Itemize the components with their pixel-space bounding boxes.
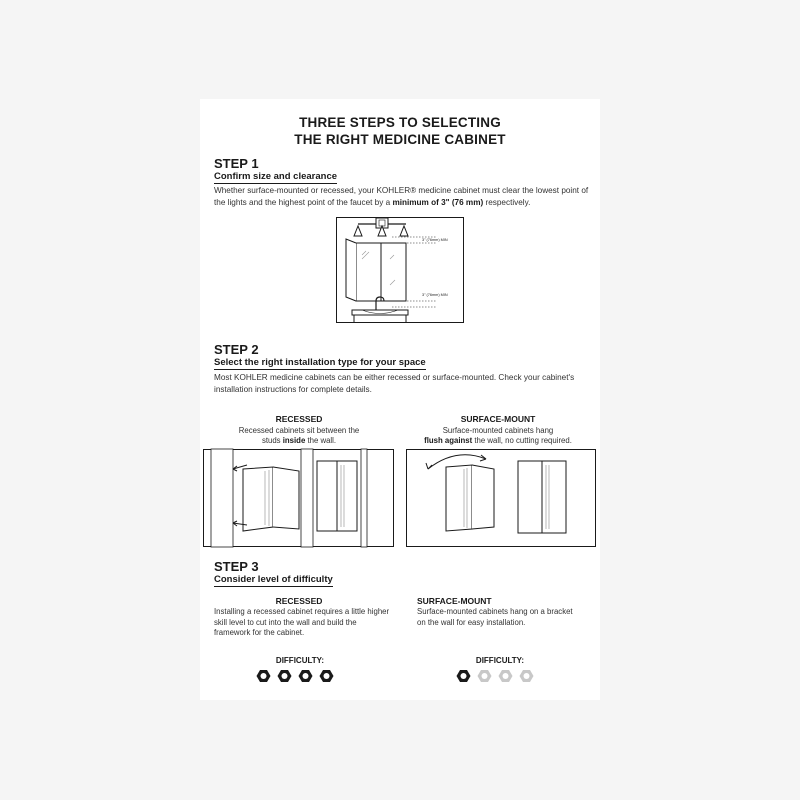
surface-difficulty-label: DIFFICULTY: xyxy=(475,656,525,665)
hex-nut-icon xyxy=(256,669,271,683)
step3-heading: STEP 3 xyxy=(214,559,259,574)
hex-nut-icon xyxy=(277,669,292,683)
recessed-illustration xyxy=(203,449,394,547)
surface-mount-heading: SURFACE-MOUNT xyxy=(460,414,536,424)
dimension-top-label: 3" (76mm) MIN xyxy=(422,238,448,242)
dimension-bottom-label: 3" (76mm) MIN xyxy=(422,293,448,297)
step2-heading: STEP 2 xyxy=(214,342,259,357)
hex-nut-icon xyxy=(319,669,334,683)
clearance-diagram xyxy=(336,217,464,323)
step2-subheading: Select the right installation type for your space xyxy=(214,357,426,368)
difficulty-recessed-text: Installing a recessed cabinet requires a little higher skill level to cut into the wall and build the framework for the cabinet. xyxy=(214,607,390,637)
step1-subheading: Confirm size and clearance xyxy=(214,171,338,182)
step1-text: Whether surface-mounted or recessed, your KOHLER® medicine cabinet must clear the lowest point of the lights and the highest point of the faucet by a minimum of 3" (76 mm) respectively. xyxy=(214,186,589,207)
page-title-line2: THE RIGHT MEDICINE CABINET xyxy=(294,132,506,147)
hex-nut-icon xyxy=(456,669,471,683)
recessed-heading: RECESSED xyxy=(275,414,323,424)
step3-subheading: Consider level of difficulty xyxy=(214,574,333,585)
page-title-line1: THREE STEPS TO SELECTING xyxy=(299,115,501,130)
recessed-difficulty-rating xyxy=(256,669,334,683)
surface-mount-illustration xyxy=(406,449,596,547)
hex-nut-icon xyxy=(298,669,313,683)
surface-mount-description: Surface-mounted cabinets hang flush against the wall, no cutting required. xyxy=(424,426,572,445)
recessed-description: Recessed cabinets sit between the studs inside the wall. xyxy=(238,426,360,445)
difficulty-recessed-heading: RECESSED xyxy=(275,596,323,606)
step1-heading: STEP 1 xyxy=(214,156,259,171)
difficulty-surface-text: Surface-mounted cabinets hang on a bracket on the wall for easy installation. xyxy=(417,607,573,627)
hex-nut-icon xyxy=(498,669,513,683)
difficulty-surface-heading: SURFACE-MOUNT xyxy=(417,596,492,606)
recessed-difficulty-label: DIFFICULTY: xyxy=(275,656,325,665)
surface-difficulty-rating xyxy=(456,669,534,683)
hex-nut-icon xyxy=(477,669,492,683)
step2-text: Most KOHLER medicine cabinets can be either recessed or surface-mounted. Check your cabinet's installation instructions for complete details. xyxy=(214,373,575,394)
hex-nut-icon xyxy=(519,669,534,683)
instruction-sheet xyxy=(200,99,600,700)
